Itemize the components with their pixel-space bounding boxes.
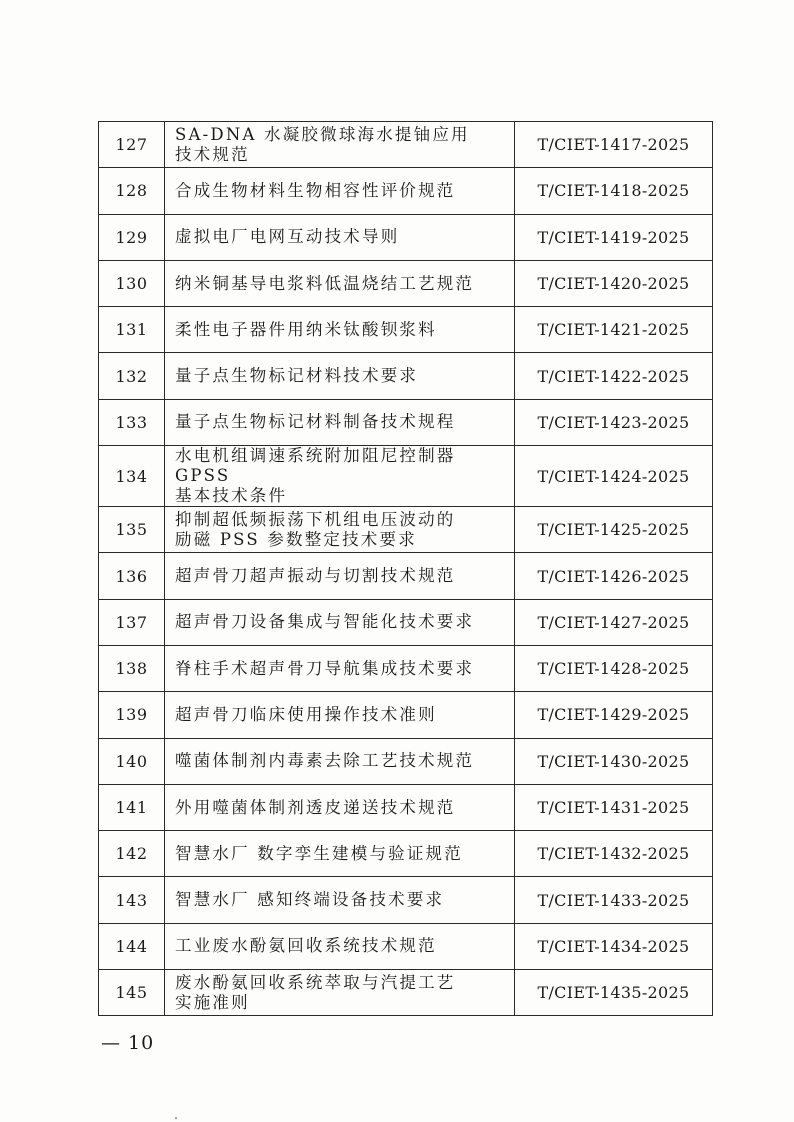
standard-name-line: 废水酚氨回收系统萃取与汽提工艺 — [175, 972, 456, 992]
row-number: 131 — [99, 307, 165, 353]
standard-code: T/CIET-1419-2025 — [515, 214, 713, 260]
row-number: 144 — [99, 923, 165, 969]
row-number: 129 — [99, 214, 165, 260]
standard-code: T/CIET-1422-2025 — [515, 353, 713, 399]
standard-name — [165, 553, 515, 599]
table-row — [99, 784, 713, 830]
standard-code: T/CIET-1420-2025 — [515, 260, 713, 306]
standard-name-line: 超声骨刀设备集成与智能化技术要求 — [175, 612, 475, 632]
standard-name-line: 基本技术条件 — [175, 486, 288, 506]
standard-code: T/CIET-1432-2025 — [515, 831, 713, 877]
standard-name — [165, 507, 515, 553]
standard-name-line: 噬菌体制剂内毒素去除工艺技术规范 — [175, 751, 475, 771]
standard-name-line: 量子点生物标记材料技术要求 — [175, 366, 419, 386]
standard-code: T/CIET-1425-2025 — [515, 507, 713, 553]
row-number: 145 — [99, 970, 165, 1016]
table-row — [99, 923, 713, 969]
standard-name — [165, 970, 515, 1016]
standard-name-line: 超声骨刀超声振动与切割技术规范 — [175, 566, 456, 586]
row-number: 140 — [99, 738, 165, 784]
standard-name — [165, 645, 515, 691]
row-number: 135 — [99, 507, 165, 553]
standard-name-line: 超声骨刀临床使用操作技术准则 — [175, 704, 437, 724]
standard-code: T/CIET-1427-2025 — [515, 599, 713, 645]
standard-name-line: 量子点生物标记材料制备技术规程 — [175, 412, 456, 432]
standard-code: T/CIET-1430-2025 — [515, 738, 713, 784]
standard-code: T/CIET-1429-2025 — [515, 692, 713, 738]
scan-speck — [175, 1117, 177, 1119]
standard-name-line: 脊柱手术超声骨刀导航集成技术要求 — [175, 658, 475, 678]
table-row — [99, 970, 713, 1016]
table-row — [99, 307, 713, 353]
row-number: 134 — [99, 446, 165, 507]
table-row — [99, 214, 713, 260]
table-row — [99, 877, 713, 923]
standard-name-line: 抑制超低频振荡下机组电压波动的 — [175, 509, 456, 529]
row-number: 143 — [99, 877, 165, 923]
standard-name-line: 智慧水厂 感知终端设备技术要求 — [175, 890, 445, 910]
standard-name-line: 工业废水酚氨回收系统技术规范 — [175, 936, 437, 956]
table-row — [99, 507, 713, 553]
table-row — [99, 446, 713, 507]
table-row — [99, 168, 713, 214]
standard-name — [165, 122, 515, 168]
standard-name-line: SA-DNA 水凝胶微球海水提铀应用 — [175, 124, 470, 144]
row-number: 128 — [99, 168, 165, 214]
table-row — [99, 399, 713, 445]
standard-code: T/CIET-1424-2025 — [515, 446, 713, 507]
standard-code: T/CIET-1421-2025 — [515, 307, 713, 353]
standard-name — [165, 692, 515, 738]
standard-name-line: 纳米铜基导电浆料低温烧结工艺规范 — [175, 273, 475, 293]
table-row — [99, 260, 713, 306]
standard-name-line: 柔性电子器件用纳米钛酸钡浆料 — [175, 319, 437, 339]
standard-name — [165, 738, 515, 784]
standard-name-line: 技术规范 — [175, 144, 250, 164]
row-number: 138 — [99, 645, 165, 691]
standard-name-line: 外用噬菌体制剂透皮递送技术规范 — [175, 797, 456, 817]
standard-name — [165, 307, 515, 353]
standard-name-line: 智慧水厂 数字孪生建模与验证规范 — [175, 843, 463, 863]
row-number: 139 — [99, 692, 165, 738]
standard-code: T/CIET-1428-2025 — [515, 645, 713, 691]
standard-code: T/CIET-1418-2025 — [515, 168, 713, 214]
standard-name-line: 励磁 PSS 参数整定技术要求 — [175, 529, 417, 549]
table-row — [99, 122, 713, 168]
standard-name-line: 合成生物材料生物相容性评价规范 — [175, 180, 456, 200]
standard-code: T/CIET-1433-2025 — [515, 877, 713, 923]
standard-name-line: 虚拟电厂电网互动技术导则 — [175, 227, 400, 247]
row-number: 127 — [99, 122, 165, 168]
table-row — [99, 692, 713, 738]
table-row — [99, 831, 713, 877]
table-row — [99, 553, 713, 599]
row-number: 141 — [99, 784, 165, 830]
standard-code: T/CIET-1434-2025 — [515, 923, 713, 969]
standard-name — [165, 599, 515, 645]
standard-code: T/CIET-1426-2025 — [515, 553, 713, 599]
table-row — [99, 353, 713, 399]
row-number: 137 — [99, 599, 165, 645]
standard-name — [165, 168, 515, 214]
standard-name — [165, 214, 515, 260]
standard-name-line: 水电机组调速系统附加阻尼控制器 GPSS — [175, 446, 456, 486]
standards-table — [98, 121, 713, 1016]
standard-name — [165, 446, 515, 507]
table-row — [99, 738, 713, 784]
row-number: 130 — [99, 260, 165, 306]
standard-code: T/CIET-1435-2025 — [515, 970, 713, 1016]
row-number: 132 — [99, 353, 165, 399]
standard-name — [165, 399, 515, 445]
standard-name — [165, 923, 515, 969]
standard-name — [165, 877, 515, 923]
standard-code: T/CIET-1423-2025 — [515, 399, 713, 445]
table-row — [99, 645, 713, 691]
standard-code: T/CIET-1431-2025 — [515, 784, 713, 830]
standard-code: T/CIET-1417-2025 — [515, 122, 713, 168]
standards-table-body — [99, 122, 713, 1016]
row-number: 133 — [99, 399, 165, 445]
standard-name — [165, 260, 515, 306]
standard-name — [165, 831, 515, 877]
row-number: 136 — [99, 553, 165, 599]
table-row — [99, 599, 713, 645]
standard-name — [165, 784, 515, 830]
standard-name — [165, 353, 515, 399]
standard-name-line: 实施准则 — [175, 992, 250, 1012]
page-number: — 10 — [101, 1032, 155, 1054]
row-number: 142 — [99, 831, 165, 877]
